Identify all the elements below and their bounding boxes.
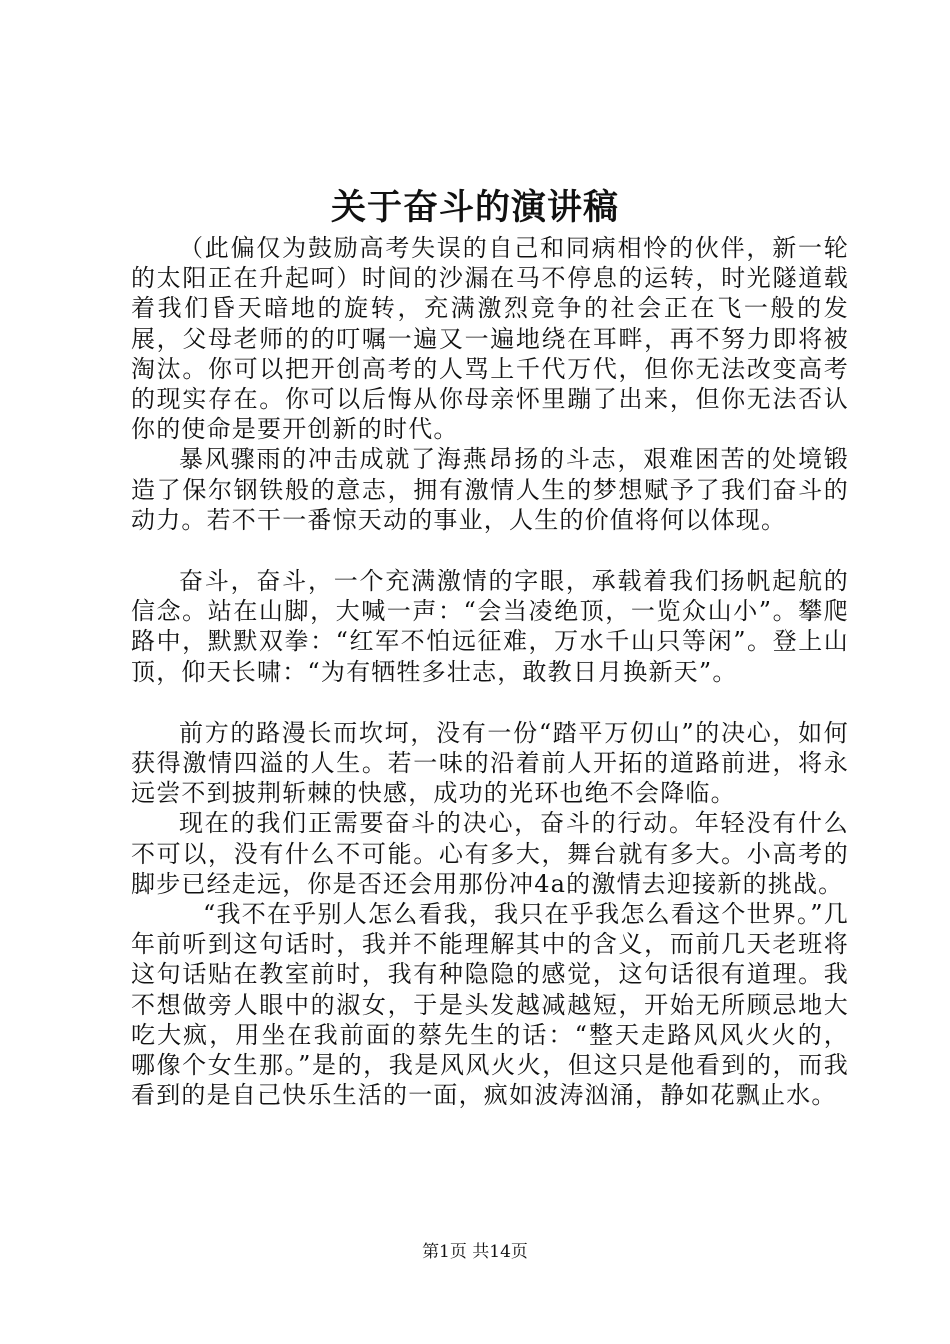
page-footer: 第1页 共14页 [422, 1242, 528, 1262]
paragraph-3: 奋斗，奋斗，一个充满激情的字眼，承载着我们扬帆起航的信念。站在山脚，大喊一声：“会当凌绝顶，一览众山小”。攀爬路中，默默双拳：“红军不怕远征难，万水千山只等闲”。登上山顶，仰天长啸：“为有牺牲多壮志，敢教日月换新天”。 [131, 567, 849, 686]
paragraph-2: 暴风骤雨的冲击成就了海燕昂扬的斗志，艰难困苦的处境锻造了保尔钢铁般的意志，拥有激情人生的梦想赋予了我们奋斗的动力。若不干一番惊天动的事业，人生的价值将何以体现。 [131, 445, 849, 534]
document-title: 关于奋斗的演讲稿 [330, 187, 619, 228]
paragraph-5: 现在的我们正需要奋斗的决心，奋斗的行动。年轻没有什么不可以，没有什么不可能。心有多大，舞台就有多大。小高考的脚步已经走远，你是否还会用那份冲4a的激情去迎接新的挑战。 [131, 809, 849, 898]
document-body [131, 233, 849, 1110]
paragraph-4: 前方的路漫长而坎坷，没有一份“踏平万仞山”的决心，如何获得激情四溢的人生。若一味的沿着前人开拓的道路前进，将永远尝不到披荆斩棘的快感，成功的光环也绝不会降临。 [131, 718, 849, 808]
paragraph-gap [131, 687, 849, 718]
paragraph-gap [131, 535, 849, 566]
paragraph-6: “我不在乎别人怎么看我，我只在乎我怎么看这个世界。”几年前听到这句话时，我并不能理解其中的含义，而前几天老班将这句话贴在教室前时，我有种隐隐的感觉，这句话很有道理。我不想做旁人眼中的淑女，于是头发越减越短，开始无所顾忌地大吃大疯，用坐在我前面的蔡先生的话：“整天走路风风火火的，哪像个女生那。”是的，我是风风火火，但这只是他看到的，而我看到的是自己快乐生活的一面，疯如波涛汹涌，静如花飘止水。 [131, 900, 849, 1110]
paragraph-1: （此偏仅为鼓励高考失误的自己和同病相怜的伙伴，新一轮的太阳正在升起呵）时间的沙漏在马不停息的运转，时光隧道载着我们昏天暗地的旋转，充满激烈竞争的社会正在飞一般的发展，父母老师的的叮嘱一遍又一遍地绕在耳畔，再不努力即将被淘汰。你可以把开创高考的人骂上千代万代，但你无法改变高考的现实存在。你可以后悔从你母亲怀里蹦了出来，但你无法否认你的使命是要开创新的时代。 [131, 234, 849, 444]
